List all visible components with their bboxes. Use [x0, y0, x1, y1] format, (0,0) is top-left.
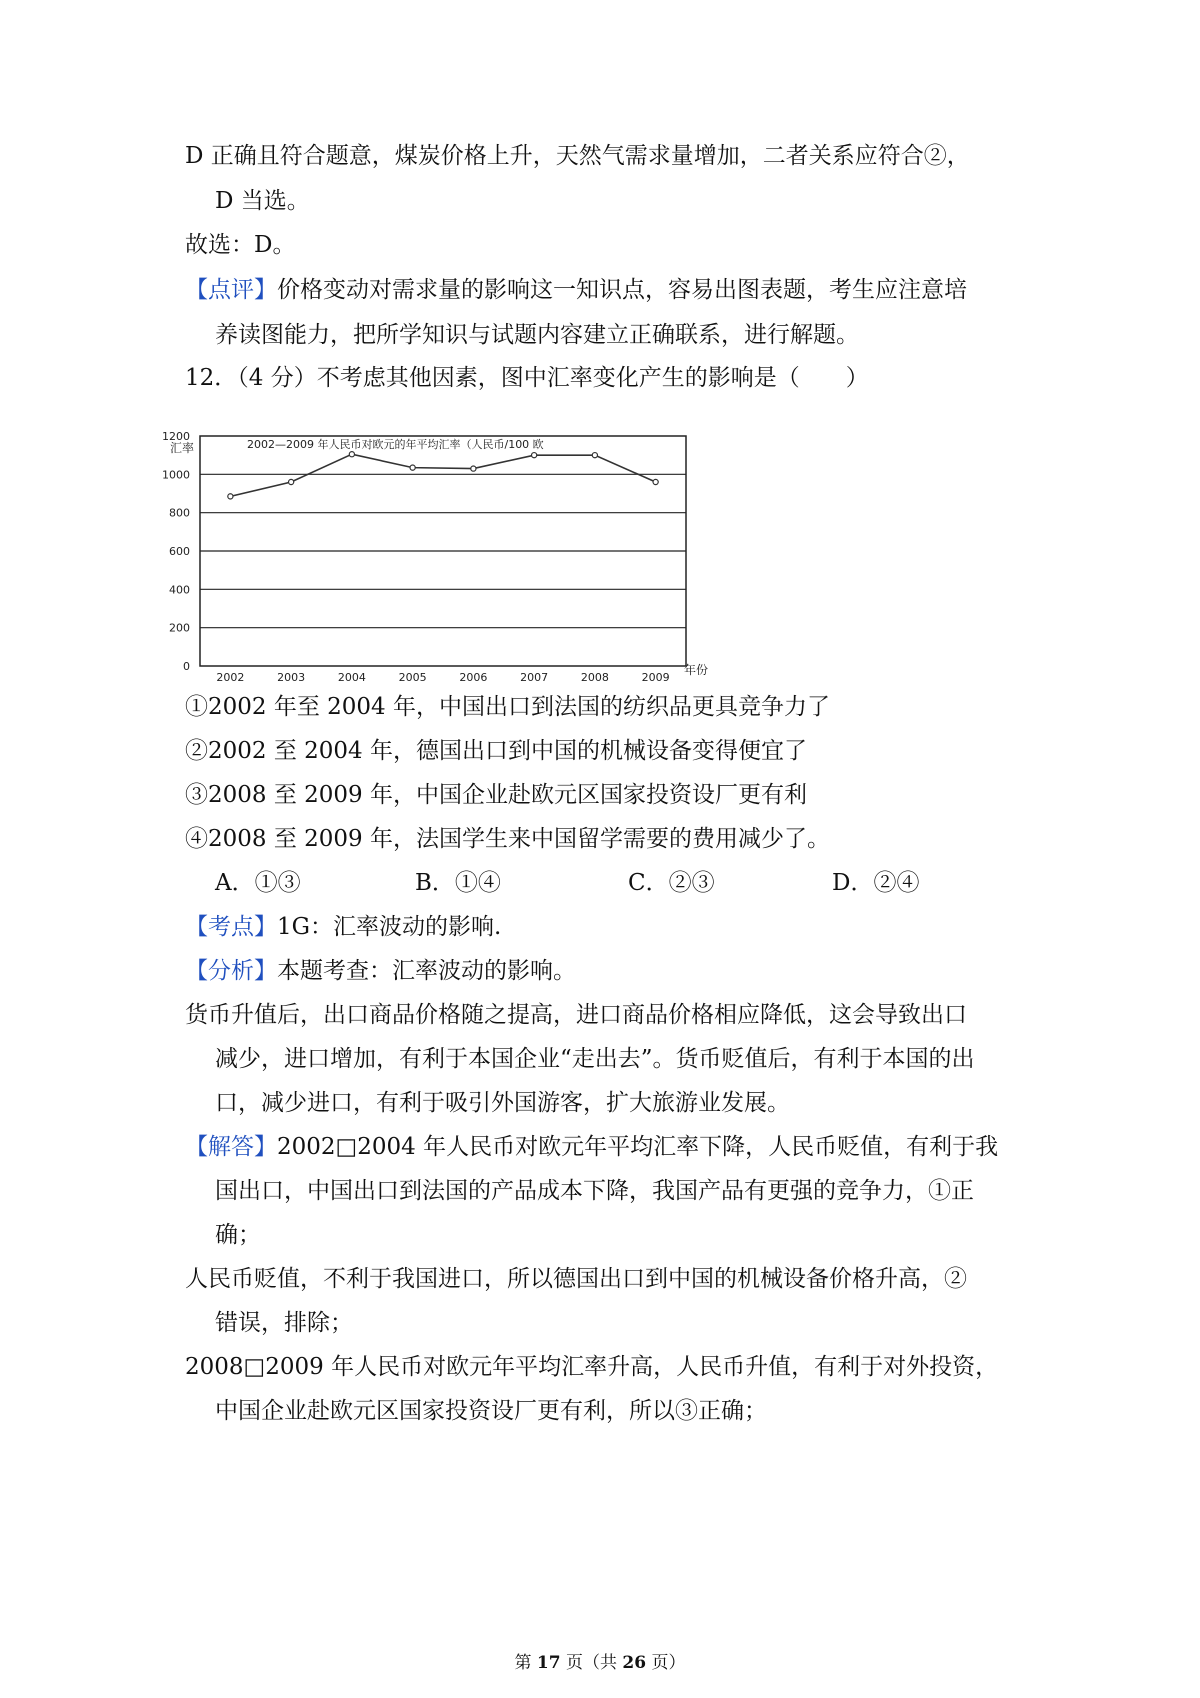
- x-tick-label: 2007: [520, 671, 549, 684]
- data-point: [349, 452, 354, 457]
- footer-total-pages: 26: [622, 1653, 647, 1673]
- statement-2: ②2002 至 2004 年，德国出口到中国的机械设备变得便宜了: [185, 738, 807, 764]
- x-tick-label: 2009: [641, 671, 670, 684]
- answer-line-5: 2008□2009 年人民币对欧元年平均汇率升高，人民币升值，有利于对外投资，: [185, 1354, 999, 1380]
- fenxi-text: 本题考查：汇率波动的影响。: [277, 958, 576, 984]
- exchange-rate-chart: [162, 430, 790, 736]
- option-a: A．①③: [215, 870, 301, 896]
- comment-tag: 【点评】: [185, 277, 277, 303]
- data-point: [410, 465, 415, 470]
- chart-title: 2002—2009 年人民币对欧元的年平均汇率（人民币/100 欧: [247, 438, 544, 451]
- page-footer: [0, 1652, 1200, 1674]
- footer-suffix: 页）: [646, 1653, 686, 1673]
- option-d: D．②④: [832, 870, 920, 896]
- data-point: [653, 479, 658, 484]
- series-line: [230, 454, 655, 496]
- answer-choice-line: 故选：D。: [185, 232, 296, 258]
- statement-3: ③2008 至 2009 年，中国企业赴欧元区国家投资设厂更有利: [185, 782, 807, 808]
- analysis-line-3: 口，减少进口，有利于吸引外国游客，扩大旅游业发展。: [215, 1090, 790, 1116]
- footer-page-number: 17: [536, 1653, 561, 1673]
- y-tick-label: 1200: [162, 430, 190, 443]
- y-tick-label: 1000: [162, 468, 190, 482]
- comment-text: 价格变动对需求量的影响这一知识点，容易出图表题，考生应注意培: [277, 277, 967, 303]
- y-tick-label: 400: [169, 583, 190, 597]
- fenxi-line: [185, 956, 576, 986]
- statement-4: ④2008 至 2009 年，法国学生来中国留学需要的费用减少了。: [185, 826, 830, 852]
- kaodian-text: 1G：汇率波动的影响.: [277, 914, 502, 940]
- jieda-text: 2002□2004 年人民币对欧元年平均汇率下降，人民币贬值，有利于我: [277, 1134, 999, 1160]
- comment-line-2: 养读图能力，把所学知识与试题内容建立正确联系，进行解题。: [215, 322, 859, 348]
- comment-line: [185, 275, 967, 305]
- x-tick-label: 2003: [277, 671, 306, 684]
- footer-middle: 页（共: [560, 1653, 623, 1673]
- footer-prefix: 第: [514, 1653, 537, 1673]
- option-c: C．②③: [628, 870, 715, 896]
- y-tick-label: 600: [169, 545, 190, 558]
- answer-line-6: 中国企业赴欧元区国家投资设厂更有利，所以③正确；: [215, 1398, 767, 1424]
- x-axis-ticks: [216, 671, 669, 684]
- x-tick-label: 2006: [459, 671, 488, 684]
- answer-line-2: 确；: [215, 1222, 261, 1248]
- jieda-tag: 【解答】: [185, 1134, 277, 1160]
- data-point: [228, 494, 233, 499]
- kaodian-line: [185, 912, 501, 942]
- y-tick-label: 800: [169, 506, 190, 520]
- data-point: [289, 479, 294, 484]
- chart-series: [228, 452, 658, 499]
- fenxi-tag: 【分析】: [185, 958, 277, 984]
- data-point: [592, 453, 597, 458]
- analysis-line-1: 货币升值后，出口商品价格随之提高，进口商品价格相应降低，这会导致出口: [185, 1002, 967, 1028]
- chart-ylabel: 汇率: [170, 441, 195, 455]
- jieda-line: [185, 1132, 998, 1162]
- statement-1: ①2002 年至 2004 年，中国出口到法国的纺织品更具竞争力了: [185, 694, 830, 720]
- x-tick-label: 2004: [337, 671, 366, 684]
- question-stem: 12．（4 分）不考虑其他因素，图中汇率变化产生的影响是（ ）: [185, 365, 869, 391]
- chart-gridlines: [200, 474, 686, 627]
- x-tick-label: 2008: [580, 671, 609, 684]
- x-tick-label: 2005: [398, 671, 427, 684]
- y-tick-label: 0: [183, 660, 190, 673]
- text-line-2: D 当选。: [215, 188, 310, 214]
- data-point: [471, 466, 476, 471]
- kaodian-tag: 【考点】: [185, 914, 277, 940]
- analysis-line-2: 减少，进口增加，有利于本国企业“走出去”。货币贬值后，有利于本国的出: [215, 1046, 975, 1072]
- data-point: [532, 453, 537, 458]
- answer-line-3: 人民币贬值，不利于我国进口，所以德国出口到中国的机械设备价格升高，②: [185, 1266, 967, 1292]
- chart-xlabel: 年份: [684, 663, 709, 677]
- option-b: B．①④: [415, 870, 501, 896]
- answer-line-1: 国出口，中国出口到法国的产品成本下降，我国产品有更强的竞争力，①正: [215, 1178, 974, 1204]
- text-line-1: D 正确且符合题意，煤炭价格上升，天然气需求量增加，二者关系应符合②，: [185, 143, 970, 169]
- answer-line-4: 错误，排除；: [215, 1310, 353, 1336]
- y-tick-label: 200: [169, 621, 190, 635]
- y-axis-ticks: [162, 430, 190, 673]
- x-tick-label: 2002: [216, 671, 245, 684]
